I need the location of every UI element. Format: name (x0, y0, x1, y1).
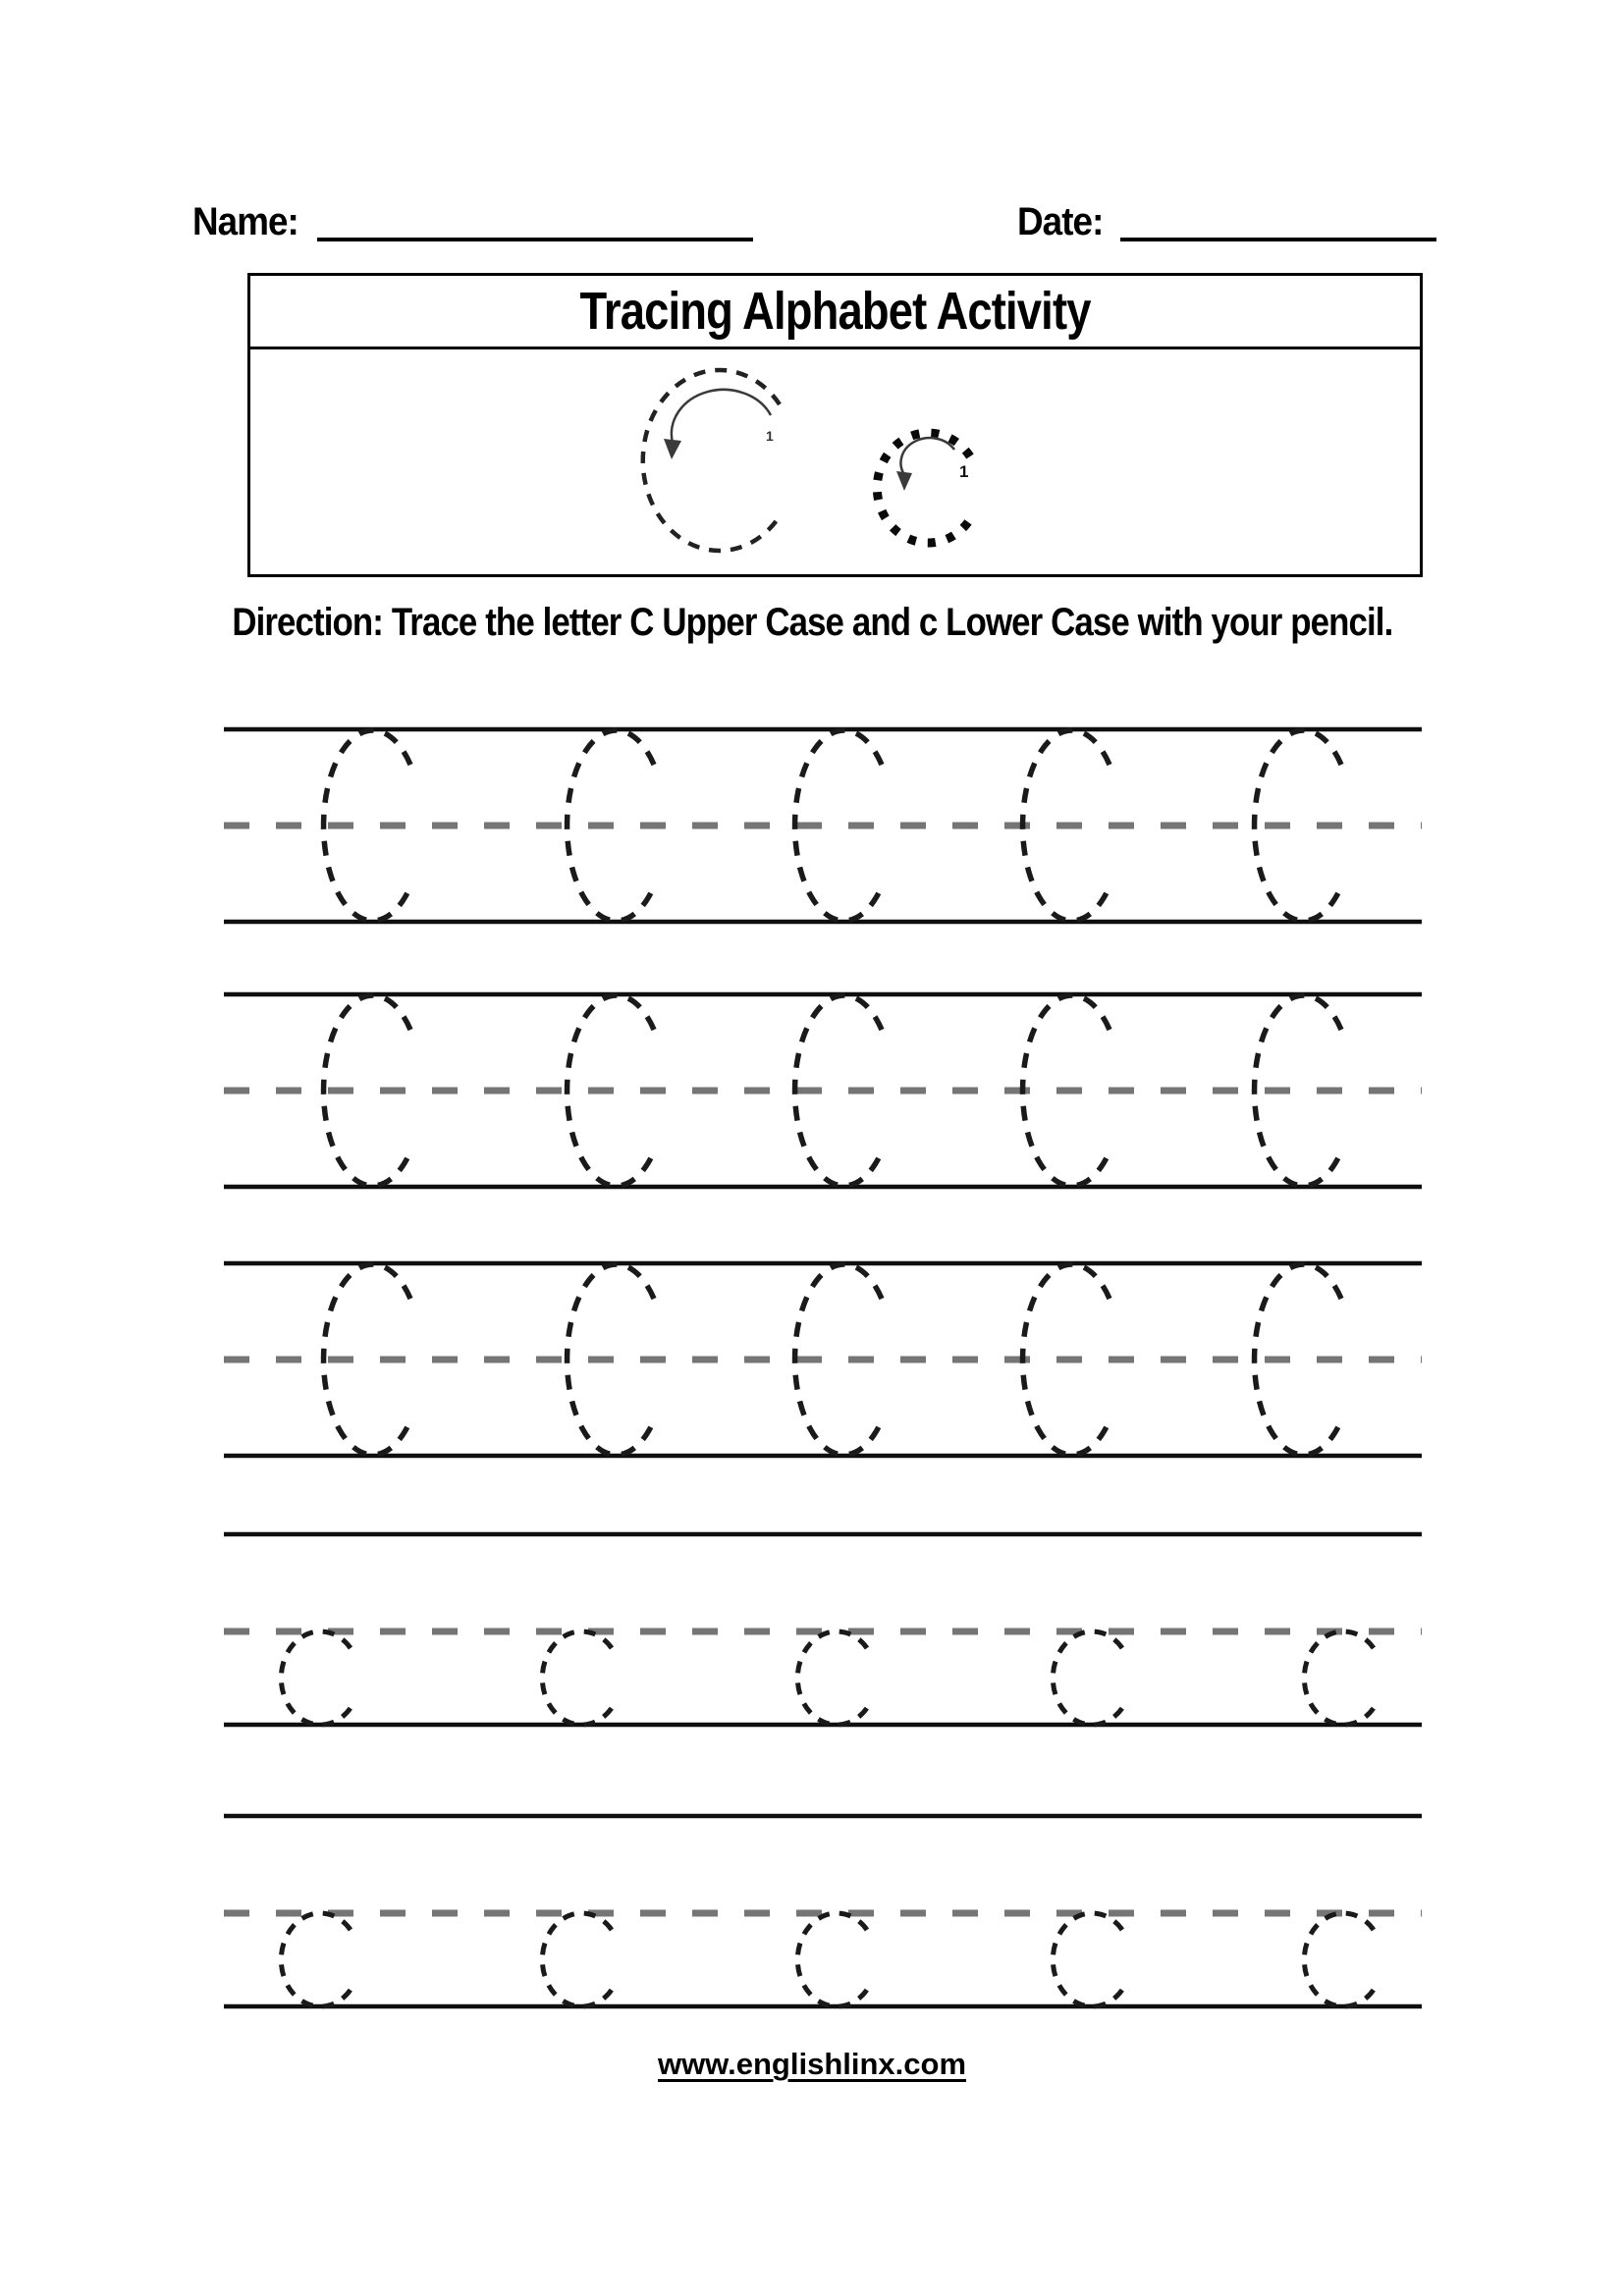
activity-box (247, 273, 1423, 577)
trace-row-uppercase-2 (224, 991, 1422, 1194)
trace-row-uppercase-3 (224, 1260, 1422, 1463)
trace-letter-lowercase-c[interactable] (281, 1631, 351, 1725)
trace-letter-lowercase-c[interactable] (797, 1913, 867, 2006)
direction-line (0, 601, 1624, 645)
demo-uppercase-stroke-arrow (672, 390, 771, 443)
trace-letter-lowercase-c[interactable] (1053, 1631, 1122, 1725)
name-label: Name: (192, 200, 298, 243)
trace-row-uppercase-1 (224, 726, 1422, 929)
trace-row-lowercase-2 (224, 1813, 1422, 2011)
demo-uppercase-arrowhead-icon (664, 439, 681, 459)
date-blank-line[interactable] (1120, 196, 1436, 241)
trace-letter-lowercase-c[interactable] (281, 1913, 351, 2006)
demo-uppercase-c-outline[interactable] (643, 370, 780, 551)
footer (0, 2047, 1624, 2082)
activity-box-title-bar (250, 276, 1420, 349)
footer-website-link[interactable]: www.englishlinx.com (657, 2047, 967, 2081)
trace-row-lowercase-1 (224, 1531, 1422, 1730)
name-field (192, 196, 753, 241)
demo-lowercase-stroke-number: 1 (959, 462, 969, 481)
demo-letters-graphic (250, 349, 1420, 574)
demo-lowercase-stroke-arrow (901, 438, 954, 476)
name-blank-line[interactable] (317, 196, 753, 241)
trace-letter-lowercase-c[interactable] (1304, 1913, 1374, 2006)
worksheet-title: Tracing Alphabet Activity (579, 282, 1091, 341)
demo-uppercase-stroke-number: 1 (766, 428, 774, 444)
trace-letter-lowercase-c[interactable] (542, 1913, 612, 2006)
trace-letter-lowercase-c[interactable] (797, 1631, 867, 1725)
demo-area (250, 349, 1420, 574)
demo-lowercase-arrowhead-icon (896, 471, 912, 491)
date-label: Date: (1017, 200, 1104, 243)
date-field (1017, 196, 1436, 241)
demo-lowercase-c-outline[interactable] (877, 433, 970, 543)
trace-letter-lowercase-c[interactable] (1304, 1631, 1374, 1725)
trace-letter-lowercase-c[interactable] (542, 1631, 612, 1725)
trace-letter-lowercase-c[interactable] (1053, 1913, 1122, 2006)
direction-text: Direction: Trace the letter C Upper Case and c Lower Case with your pencil. (231, 601, 1393, 644)
